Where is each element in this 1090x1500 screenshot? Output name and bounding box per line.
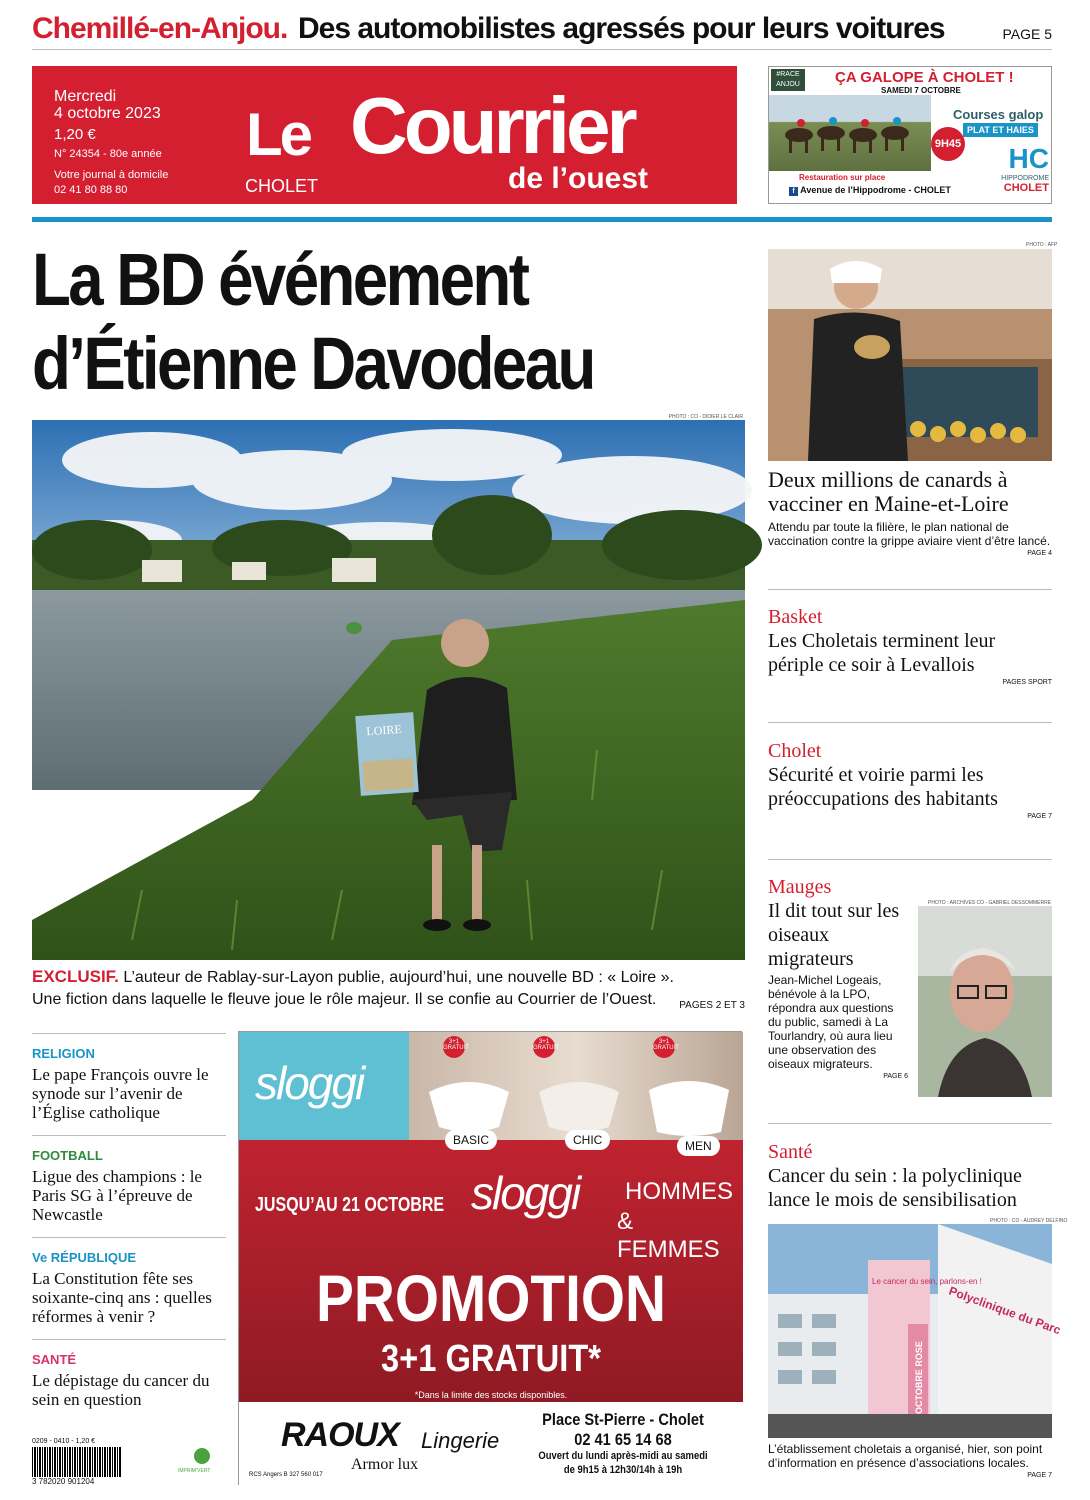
promo-offer: 3+1 GRATUIT* [380, 1338, 602, 1380]
mauges-page: PAGE 6 [883, 1073, 908, 1080]
brief-text: Le dépistage du cancer du sein en question [32, 1371, 210, 1409]
brief-text: Ligue des champions : le Paris SG à l’épreuve de Newcastle [32, 1167, 202, 1224]
divider [768, 859, 1052, 860]
home-delivery [54, 168, 184, 198]
edition-name: CHOLET [245, 176, 319, 196]
caption-text2: Une fiction dans laquelle le fleuve joue le rôle majeur. Il se confie au Courrier de l’Ouest. [32, 991, 657, 1008]
sante-caption [768, 1442, 1052, 1479]
basket-rubric: Basket [768, 606, 823, 628]
ad-galope-date: SAMEDI 7 OCTOBRE [881, 86, 961, 95]
article-mauges[interactable] [768, 876, 908, 1080]
main-headline-line1: La BD événement [32, 238, 528, 321]
home-delivery-phone: 02 41 80 88 80 [54, 184, 128, 196]
logo-ouest: de l’ouest [508, 162, 649, 195]
store-phone: 02 41 65 14 68 [574, 1430, 672, 1449]
store-address: Place St-Pierre - Cholet [542, 1410, 704, 1429]
sante-sub: L’établissement choletais a organisé, hier, son point d’information en présence d’associations locales. [768, 1442, 1043, 1470]
main-photo[interactable] [32, 414, 745, 960]
mauges-sub: Jean-Michel Logeais, bénévole à la LPO, répondra aux questions du public, samedi à La Tourlandry, où aura lieu une observation des oiseaux migrateurs. [768, 973, 894, 1071]
main-headline-line2: d’Étienne Davodeau [32, 322, 594, 405]
price: 1,20 € [54, 126, 96, 143]
issue-date-text: 4 octobre 2023 [54, 105, 161, 122]
top-teaser[interactable] [32, 12, 1052, 50]
main-caption [32, 966, 745, 1017]
sloggi-products-photo [409, 1032, 743, 1140]
issue-date [54, 88, 161, 122]
article-duck[interactable] [768, 468, 1052, 557]
mauges-rubric: Mauges [768, 876, 832, 898]
basket-title: Les Choletais terminent leur périple ce soir à Levallois [768, 630, 996, 676]
duck-sub: Attendu par toute la filière, le plan national de vaccination contre la grippe aviaire vient d’être lancé. [768, 520, 1051, 548]
sloggi-logo-panel [239, 1032, 409, 1140]
race-anjou-badge: #RACE ANJOU [771, 69, 805, 91]
issue-day: Mercredi [54, 88, 117, 105]
imprim-vert-label: IMPRIM’VERT [178, 1468, 211, 1474]
polyclinique-photo [768, 1224, 1063, 1438]
badge-chic: 3+1 GRATUIT [533, 1036, 555, 1058]
badge-basic: 3+1 GRATUIT [443, 1036, 465, 1058]
store-rcs: RCS Angers B 327 560 017 [249, 1472, 323, 1478]
ad-galope-courses: Courses galop [953, 107, 1044, 122]
duck-photo-credit: PHOTO : AFP [1026, 242, 1058, 248]
caption-lead: EXCLUSIF. [32, 967, 119, 986]
mauges-photo-credit: PHOTO : ARCHIVES CO - GABRIEL DESSOMMERRE [928, 900, 1052, 906]
brief-football[interactable] [32, 1135, 226, 1224]
sante-page: PAGE 7 [1027, 1472, 1052, 1479]
barcode-bars [32, 1447, 122, 1477]
brief-text: Le pape François ouvre le synode sur l’avenir de l’Église catholique [32, 1065, 209, 1122]
ad-galope-address [789, 185, 951, 196]
logo-le: Le [246, 101, 311, 168]
brief-rubric: FOOTBALL [32, 1148, 103, 1163]
brief-republique[interactable] [32, 1237, 226, 1326]
store-sub: Lingerie [421, 1428, 500, 1453]
brief-religion[interactable] [32, 1033, 226, 1122]
store-hours2: de 9h15 à 12h30/14h à 19h [563, 1464, 683, 1476]
masthead [32, 66, 737, 204]
polyclinique-building [768, 1224, 1063, 1438]
ad-galope-type: PLAT ET HAIES [963, 123, 1038, 137]
article-basket[interactable] [768, 606, 1052, 686]
article-sante[interactable] [768, 1141, 1052, 1212]
leaf-icon [194, 1448, 210, 1464]
polyclinique-sign: Polyclinique du Parc [946, 1283, 1063, 1338]
promo-until: JUSQU’AU 21 OCTOBRE [255, 1194, 445, 1216]
promo-hommes: HOMMES [625, 1178, 733, 1205]
label-chic: CHIC [565, 1130, 610, 1150]
mauges-portrait [918, 906, 1052, 1097]
ad-galope-address-text: Avenue de l’Hippodrome - CHOLET [800, 185, 951, 195]
ad-galope-restauration: Restauration sur place [799, 173, 886, 182]
brief-text: La Constitution fête ses soixante-cinq ans : quelles réformes à venir ? [32, 1269, 212, 1326]
sloggi-logo: sloggi [255, 1057, 364, 1109]
sante-title: Cancer du sein : la polyclinique lance le mois de sensibilisation [768, 1165, 1022, 1211]
barcode-digits: 3 782020 901204 [32, 1477, 95, 1486]
badge-men: 3+1 GRATUIT [653, 1036, 675, 1058]
main-caption-line1 [32, 966, 745, 989]
portrait-photo [918, 906, 1052, 1097]
promo-disclaimer: *Dans la limite des stocks disponibles. [414, 1390, 568, 1400]
caption-pages: PAGES 2 ET 3 [679, 1000, 745, 1011]
article-cholet[interactable] [768, 740, 1052, 820]
main-photo-credit: PHOTO : CO - DIDIER LE CLAIR [668, 414, 743, 420]
hippodrome-logo-sub: HIPPODROME [1001, 175, 1049, 182]
book-title: LOIRE [365, 721, 403, 739]
label-basic: BASIC [445, 1130, 497, 1150]
promo-femmes: & FEMMES [617, 1208, 720, 1263]
ad-sloggi[interactable] [238, 1031, 742, 1485]
loire-book [355, 712, 418, 796]
teaser-title: Des automobilistes agressés pour leurs voitures [298, 12, 945, 45]
cholet-rubric: Cholet [768, 740, 822, 762]
sante-rubric: Santé [768, 1141, 813, 1163]
label-men: MEN [677, 1136, 720, 1156]
horses-illustration [769, 95, 931, 171]
duck-vaccination-photo [768, 249, 1052, 461]
sloggi-logo-2: sloggi [471, 1167, 580, 1219]
divider [768, 722, 1052, 723]
armorlux-logo: Armor lux [351, 1456, 419, 1473]
brief-rubric: Ve RÉPUBLIQUE [32, 1250, 137, 1265]
ad-galope-start-time: 9H45 [931, 127, 965, 161]
ad-galope-cholet[interactable] [768, 66, 1052, 204]
brief-sante[interactable] [32, 1339, 226, 1409]
cholet-title: Sécurité et voirie parmi les préoccupations des habitants [768, 764, 998, 810]
divider [768, 1123, 1052, 1124]
octobre-rose-banner: OCTOBRE ROSE [914, 1341, 924, 1414]
store-name: RAOUX [281, 1416, 399, 1454]
barcode [32, 1438, 122, 1488]
main-caption-line2 [32, 989, 745, 1011]
teaser-page: PAGE 5 [1002, 26, 1052, 42]
issue-number: N° 24354 - 80e année [54, 148, 162, 160]
hippodrome-logo [969, 143, 1049, 199]
basket-page: PAGES SPORT [1002, 679, 1052, 686]
brief-rubric: RELIGION [32, 1046, 95, 1061]
mauges-title: Il dit tout sur les oiseaux migrateurs [768, 900, 900, 970]
hippodrome-logo-city: CHOLET [1003, 182, 1049, 194]
sante-photo-credit: PHOTO : CO - AUDREY DELFINO [990, 1218, 1068, 1224]
hippodrome-logo-mark: HC [1008, 143, 1049, 174]
cholet-page: PAGE 7 [1027, 813, 1052, 820]
ad-galope-headline: ÇA GALOPE À CHOLET ! [835, 69, 1014, 86]
logo-courrier: Courrier [350, 81, 634, 170]
teaser-place: Chemillé-en-Anjou. [32, 12, 288, 45]
divider [768, 589, 1052, 590]
horse-race-photo [769, 95, 931, 171]
caption-text1: L’auteur de Rablay-sur-Layon publie, aujourd’hui, une nouvelle BD : « Loire ». [118, 969, 674, 986]
barcode-code: 0209 - 0410 - 1,20 € [32, 1438, 96, 1445]
main-headline[interactable] [32, 238, 651, 406]
header-divider [32, 217, 1052, 222]
duck-photo[interactable] [768, 249, 1052, 461]
facebook-icon: f [789, 187, 798, 196]
promo-title: PROMOTION [315, 1261, 667, 1335]
duck-title: Deux millions de canards à vacciner en Maine-et-Loire [768, 467, 1009, 516]
brief-rubric: SANTÉ [32, 1352, 77, 1367]
home-delivery-label: Votre journal à domicile [54, 169, 169, 181]
loire-riverbank-photo [32, 420, 745, 960]
duck-page: PAGE 4 [1027, 550, 1052, 557]
banner-text: Le cancer du sein, parlons-en ! [872, 1277, 982, 1286]
store-hours1: Ouvert du lundi après-midi au samedi [538, 1450, 708, 1462]
imprim-vert-logo [178, 1444, 226, 1484]
